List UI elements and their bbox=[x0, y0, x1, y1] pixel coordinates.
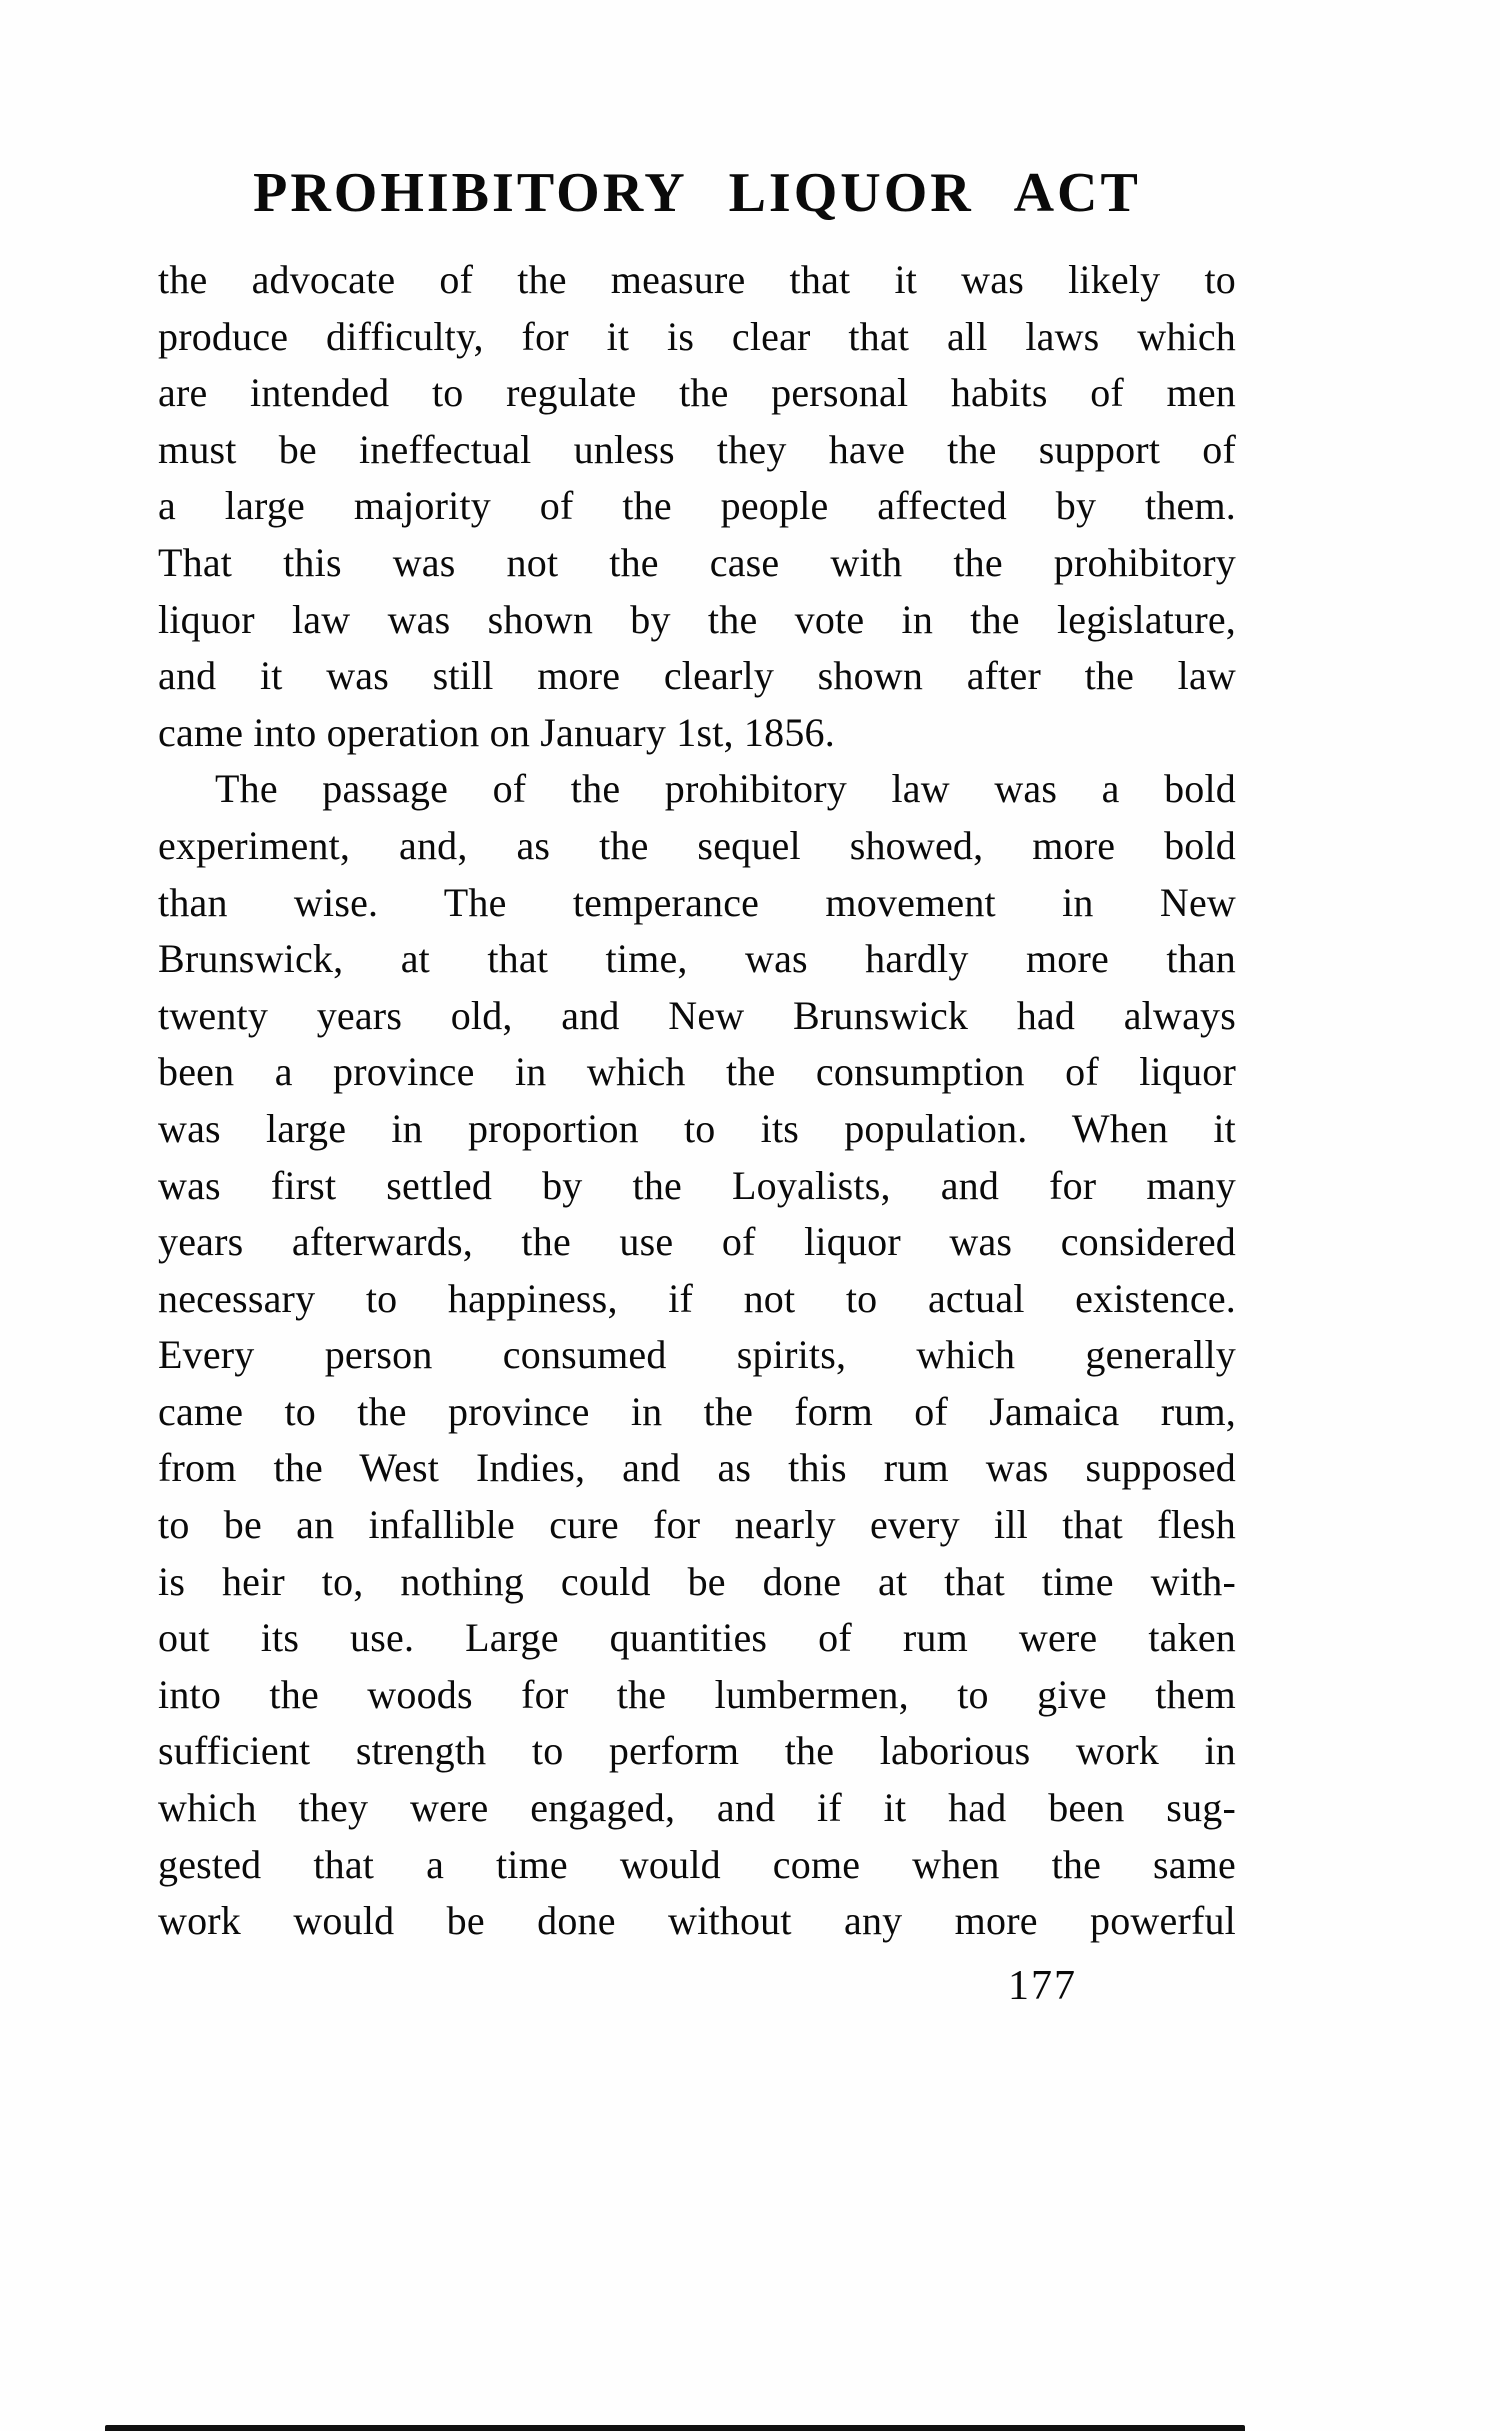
text-line: years afterwards, the use of liquor was considered bbox=[158, 1219, 1236, 1265]
text-line: work would be done without any more powerful bbox=[158, 1898, 1236, 1944]
text-line: liquor law was shown by the vote in the legislature, bbox=[158, 596, 1236, 642]
text-line: to be an infallible cure for nearly every ill that flesh bbox=[158, 1502, 1236, 1548]
text-line: a large majority of the people affected by them. bbox=[158, 483, 1236, 529]
text-line: Brunswick, at that time, was hardly more than bbox=[158, 936, 1236, 982]
text-line: from the West Indies, and as this rum was supposed bbox=[158, 1445, 1236, 1491]
text-line: Every person consumed spirits, which generally bbox=[158, 1332, 1236, 1378]
page-number: 177 bbox=[1008, 1963, 1077, 2009]
text-line: out its use. Large quantities of rum were taken bbox=[158, 1615, 1236, 1661]
text-line: are intended to regulate the personal habits of men bbox=[158, 370, 1236, 416]
text-line: was first settled by the Loyalists, and for many bbox=[158, 1162, 1236, 1208]
text-line: the advocate of the measure that it was likely to bbox=[158, 257, 1236, 302]
text-line: is heir to, nothing could be done at that time with- bbox=[158, 1558, 1236, 1604]
text-line: gested that a time would come when the same bbox=[158, 1841, 1236, 1887]
page-heading: PROHIBITORY LIQUOR ACT bbox=[253, 162, 1141, 224]
text-line: That this was not the case with the prohibitory bbox=[158, 539, 1236, 585]
body-text bbox=[158, 252, 1236, 1950]
text-line: into the woods for the lumbermen, to give them bbox=[158, 1671, 1236, 1717]
text-line: was large in proportion to its population. When it bbox=[158, 1105, 1236, 1151]
text-line: must be ineffectual unless they have the support of bbox=[158, 426, 1236, 472]
text-line: than wise. The temperance movement in New bbox=[158, 879, 1236, 925]
text-line: experiment, and, as the sequel showed, more bold bbox=[158, 822, 1236, 868]
text-line: came to the province in the form of Jamaica rum, bbox=[158, 1388, 1236, 1434]
text-line: and it was still more clearly shown after the law bbox=[158, 653, 1236, 699]
text-line: produce difficulty, for it is clear that all laws which bbox=[158, 313, 1236, 359]
text-line: been a province in which the consumption of liquor bbox=[158, 1049, 1236, 1095]
text-line: The passage of the prohibitory law was a bold bbox=[215, 766, 1236, 812]
text-line: twenty years old, and New Brunswick had always bbox=[158, 992, 1236, 1038]
scan-edge-artifact bbox=[105, 2425, 1245, 2431]
text-line: which they were engaged, and if it had been sug- bbox=[158, 1785, 1236, 1831]
text-line: came into operation on January 1st, 1856. bbox=[158, 709, 835, 755]
text-line: necessary to happiness, if not to actual existence. bbox=[158, 1275, 1236, 1321]
text-line: sufficient strength to perform the laborious work in bbox=[158, 1728, 1236, 1774]
